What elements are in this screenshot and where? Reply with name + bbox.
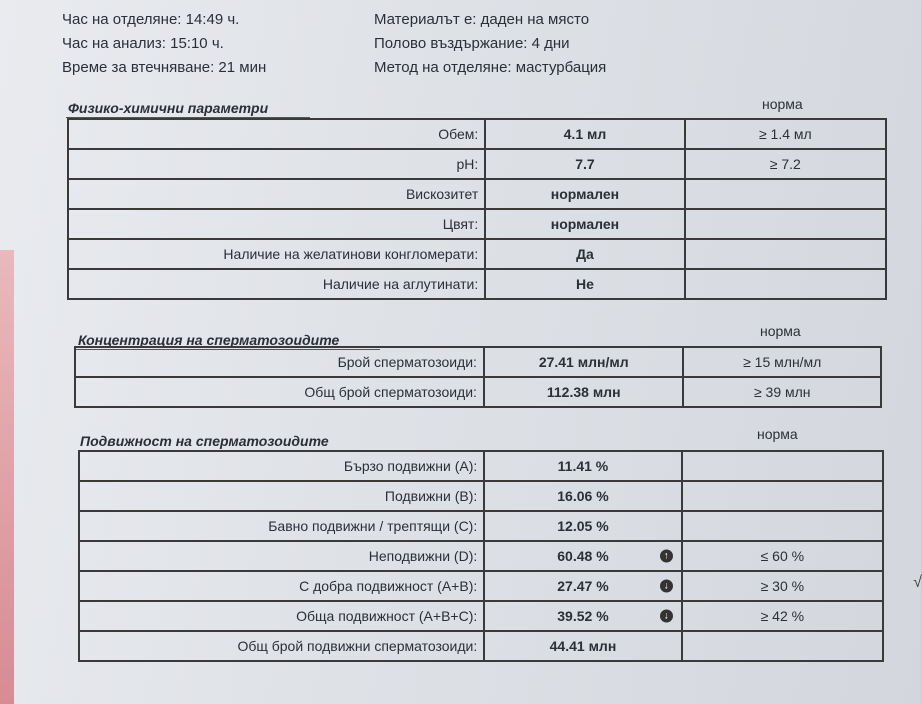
row-norm	[685, 149, 886, 179]
row-label: pH:	[68, 149, 485, 179]
row-norm	[682, 571, 922, 601]
row-norm	[685, 269, 886, 299]
row-label: С добра подвижност (A+B):	[79, 571, 484, 601]
value-text: 27.47 %	[557, 578, 609, 594]
handwritten-check-icon: √	[913, 574, 922, 591]
concentration-title: Концентрация на сперматозоидите	[78, 332, 340, 348]
row-value	[484, 541, 681, 571]
table-row	[68, 149, 886, 179]
row-value	[485, 149, 684, 179]
table-row	[68, 239, 886, 269]
value-text: 39.52 %	[557, 608, 609, 624]
row-norm	[685, 209, 886, 239]
row-label: Вискозитет	[68, 179, 485, 209]
norm-text: ≥ 30 %	[760, 578, 805, 594]
row-norm	[685, 239, 886, 269]
concentration-norma-label: норма	[760, 323, 801, 339]
table-row	[79, 481, 883, 511]
liquefaction-time: Време за втечняване: 21 мин	[62, 59, 267, 76]
row-norm	[682, 601, 883, 631]
row-value	[484, 377, 684, 407]
row-norm	[683, 377, 881, 407]
row-norm	[682, 511, 883, 541]
row-value	[484, 601, 681, 631]
table-row	[68, 119, 886, 149]
row-label: Общ брой подвижни сперматозоиди:	[79, 631, 484, 661]
arrow-down-icon: ↓	[660, 580, 673, 593]
row-label: Обем:	[68, 119, 485, 149]
arrow-up-icon: ↑	[660, 550, 673, 563]
red-folder-edge	[0, 250, 14, 704]
table-row	[75, 347, 881, 377]
value-text: нормален	[550, 186, 620, 202]
table-row	[79, 511, 883, 541]
arrow-down-icon: ↓	[660, 610, 673, 623]
header-left	[62, 8, 266, 80]
norm-text: ≥ 7.2	[769, 156, 801, 172]
row-label: Неподвижни (D):	[79, 541, 484, 571]
row-label: Наличие на аглутинати:	[68, 269, 485, 299]
row-value	[484, 511, 681, 541]
norm-text: ≥ 42 %	[760, 608, 805, 624]
norm-text: ≥ 1.4 мл	[758, 126, 812, 142]
value-text: 11.41 %	[557, 458, 609, 474]
row-norm	[685, 179, 886, 209]
row-value	[484, 631, 681, 661]
row-value	[485, 269, 684, 299]
table-row	[79, 601, 883, 631]
row-value	[484, 347, 684, 377]
value-text: 60.48 %	[557, 548, 609, 564]
motility-title: Подвижност на сперматозоидите	[80, 433, 329, 449]
table-row	[79, 451, 883, 481]
row-value	[485, 239, 684, 269]
motility-table	[78, 450, 922, 662]
value-text: 4.1 мл	[563, 126, 607, 142]
row-label: Наличие на желатинови конгломерати:	[68, 239, 485, 269]
row-value	[485, 179, 684, 209]
method-info: Метод на отделяне: мастурбация	[374, 59, 607, 76]
separation-time: Час на отделяне: 14:49 ч.	[62, 11, 240, 28]
row-norm	[685, 119, 886, 149]
abstinence-info: Полово въздържание: 4 дни	[374, 35, 570, 52]
row-value	[484, 481, 681, 511]
value-text: 112.38 млн	[546, 384, 621, 400]
value-text: 27.41 млн/мл	[538, 354, 629, 370]
norm-text: ≥ 39 млн	[753, 384, 811, 400]
header-right	[374, 8, 606, 80]
row-label: Брой сперматозоиди:	[75, 347, 484, 377]
row-label: Обща подвижност (A+B+C):	[79, 601, 484, 631]
physico-norma-label: норма	[762, 96, 803, 112]
norm-text: ≥ 15 млн/мл	[743, 354, 822, 370]
table-row	[68, 269, 886, 299]
row-label: Цвят:	[68, 209, 485, 239]
row-value	[484, 571, 681, 601]
physico-table	[67, 118, 887, 300]
table-row	[79, 631, 883, 661]
table-row	[79, 571, 883, 601]
value-text: 7.7	[575, 156, 595, 172]
analysis-time: Час на анализ: 15:10 ч.	[62, 35, 224, 52]
row-norm	[682, 631, 883, 661]
table-row	[79, 541, 883, 571]
row-label: Общ брой сперматозоиди:	[75, 377, 484, 407]
row-norm	[682, 451, 883, 481]
value-text: нормален	[550, 216, 620, 232]
row-value	[485, 119, 684, 149]
row-norm	[683, 347, 881, 377]
table-row	[68, 209, 886, 239]
norm-text: ≤ 60 %	[760, 548, 805, 564]
row-label: Подвижни (B):	[79, 481, 484, 511]
motility-norma-label: норма	[757, 426, 798, 442]
physico-title: Физико-химични параметри	[68, 100, 269, 116]
material-info: Материалът е: даден на място	[374, 11, 590, 28]
row-label: Бавно подвижни / трептящи (C):	[79, 511, 484, 541]
value-text: 16.06 %	[557, 488, 609, 504]
concentration-table	[74, 346, 882, 408]
value-text: Не	[576, 276, 594, 292]
row-value	[484, 451, 681, 481]
value-text: 12.05 %	[557, 518, 609, 534]
value-text: Да	[576, 246, 594, 262]
row-label: Бързо подвижни (A):	[79, 451, 484, 481]
row-norm	[682, 481, 883, 511]
table-row	[75, 377, 881, 407]
row-norm	[682, 541, 883, 571]
table-row	[68, 179, 886, 209]
value-text: 44.41 млн	[549, 638, 617, 654]
row-value	[485, 209, 684, 239]
